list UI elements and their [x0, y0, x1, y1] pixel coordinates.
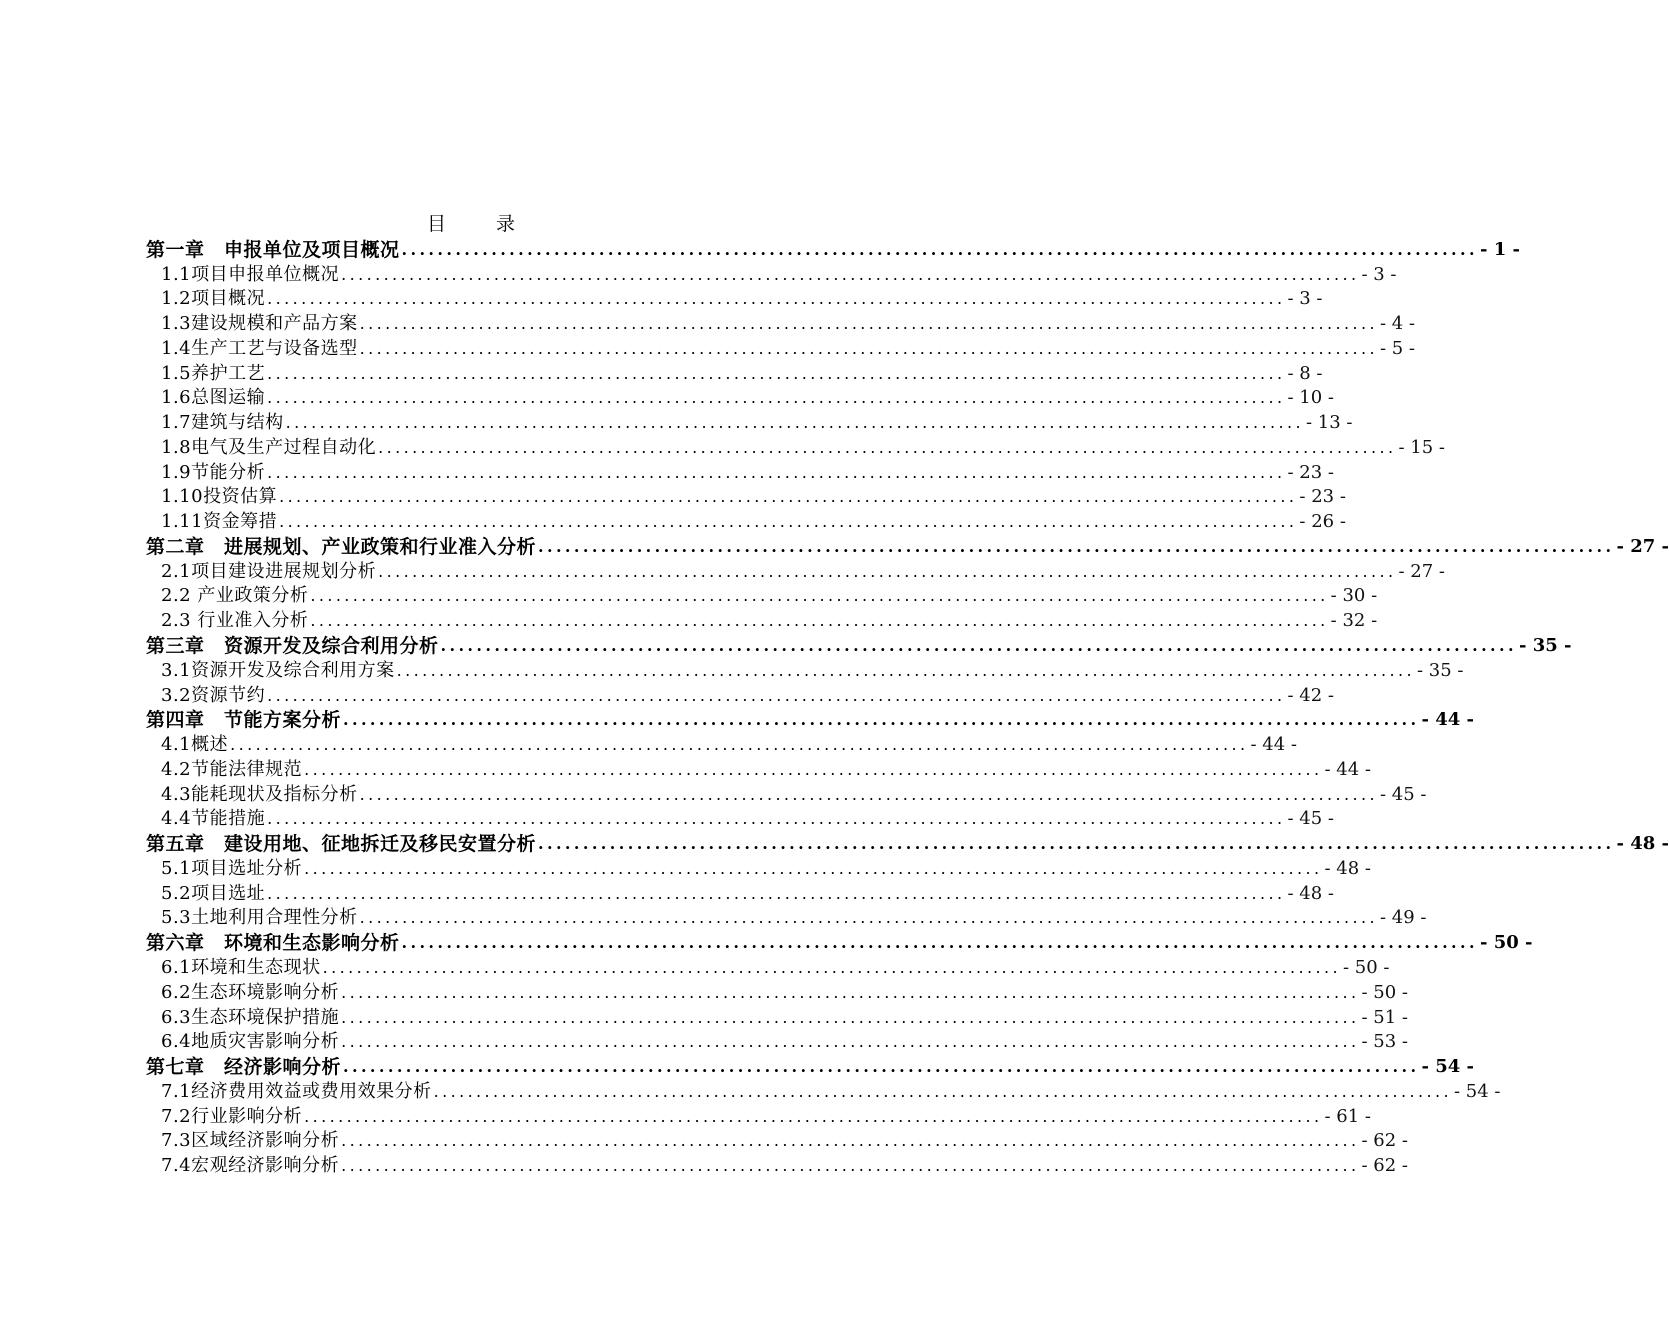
toc-chapter-entry[interactable]: [146, 1053, 1474, 1079]
toc-leader-dots: ........................................................................................................................: [538, 536, 1615, 556]
toc-page-number: - 1 -: [1479, 238, 1520, 260]
toc-entry-label: 第六章 环境和生态影响分析: [146, 932, 400, 955]
toc-section-entry[interactable]: [146, 855, 1371, 880]
toc-section-entry[interactable]: [146, 1103, 1371, 1128]
toc-leader-dots: ........................................................................................................................: [538, 834, 1615, 854]
toc-entry-label: 1.11资金筹措: [161, 511, 278, 533]
toc-section-entry[interactable]: [146, 806, 1334, 831]
toc-section-entry[interactable]: [146, 360, 1323, 385]
toc-leader-dots: ........................................................................................................................: [310, 611, 1329, 631]
toc-page-number: - 42 -: [1287, 684, 1334, 706]
toc-page-number: - 35 -: [1518, 635, 1572, 657]
toc-entry-label: 1.2项目概况: [161, 288, 266, 310]
toc-section-entry[interactable]: [146, 905, 1427, 930]
toc-entry-label: 1.1项目申报单位概况: [161, 263, 340, 285]
toc-page-number: - 51 -: [1361, 1006, 1408, 1028]
toc-entry-label: 6.2生态环境影响分析: [161, 981, 340, 1003]
toc-leader-dots: ........................................................................................................................: [401, 239, 1478, 259]
toc-leader-dots: ........................................................................................................................: [304, 759, 1323, 779]
toc-section-entry[interactable]: [146, 484, 1346, 509]
toc-leader-dots: ........................................................................................................................: [267, 809, 1286, 829]
toc-entry-label: 7.2行业影响分析: [161, 1105, 303, 1127]
toc-entry-label: 1.3建设规模和产品方案: [161, 313, 358, 335]
toc-section-entry[interactable]: [146, 335, 1416, 360]
toc-section-entry[interactable]: [146, 979, 1408, 1004]
toc-entry-label: 1.9节能分析: [161, 461, 266, 483]
toc-page-number: - 23 -: [1299, 486, 1346, 508]
toc-page-number: - 48 -: [1287, 882, 1334, 904]
toc-chapter-entry[interactable]: [146, 236, 1520, 261]
toc-leader-dots: ........................................................................................................................: [396, 660, 1415, 680]
toc-entry-label: 6.1环境和生态现状: [161, 956, 321, 978]
toc-page-number: - 45 -: [1287, 808, 1334, 830]
toc-entry-label: 第三章 资源开发及综合利用分析: [146, 635, 439, 658]
toc-section-entry[interactable]: [146, 880, 1334, 905]
toc-leader-dots: ........................................................................................................................: [267, 363, 1286, 383]
toc-leader-dots: ........................................................................................................................: [267, 388, 1286, 408]
toc-page-number: - 61 -: [1324, 1105, 1371, 1127]
toc-entry-label: 3.1资源开发及综合利用方案: [161, 659, 395, 681]
toc-entry-label: 7.3区域经济影响分析: [161, 1130, 340, 1152]
toc-page-number: - 23 -: [1287, 461, 1334, 483]
toc-entry-label: 6.3生态环境保护措施: [161, 1006, 340, 1028]
toc-chapter-entry[interactable]: [146, 632, 1572, 658]
toc-leader-dots: ........................................................................................................................: [341, 982, 1360, 1002]
toc-page-number: - 27 -: [1616, 535, 1669, 557]
toc-entry-label: 5.2项目选址: [161, 882, 266, 904]
toc-chapter-entry[interactable]: [146, 830, 1669, 856]
toc-chapter-entry[interactable]: [146, 707, 1474, 732]
toc-page-number: - 35 -: [1416, 659, 1464, 681]
toc-section-entry[interactable]: [146, 409, 1353, 434]
toc-entry-label: 第一章 申报单位及项目概况: [146, 238, 400, 261]
toc-section-entry[interactable]: [146, 310, 1416, 335]
toc-page-number: - 50 -: [1361, 981, 1408, 1003]
toc-leader-dots: ........................................................................................................................: [285, 413, 1304, 433]
toc-leader-dots: ........................................................................................................................: [433, 1081, 1452, 1101]
toc-section-entry[interactable]: [146, 1004, 1408, 1029]
toc-leader-dots: ........................................................................................................................: [341, 264, 1360, 284]
toc-leader-dots: ........................................................................................................................: [322, 957, 1341, 977]
toc-leader-dots: ........................................................................................................................: [267, 462, 1286, 482]
toc-page-number: - 32 -: [1330, 610, 1378, 632]
toc-leader-dots: ........................................................................................................................: [304, 858, 1323, 878]
toc-section-entry[interactable]: [146, 385, 1334, 410]
toc-leader-dots: ........................................................................................................................: [310, 586, 1329, 606]
toc-leader-dots: ........................................................................................................................: [341, 1007, 1360, 1027]
toc-page-number: - 54 -: [1453, 1080, 1501, 1102]
toc-entry-label: 4.2节能法律规范: [161, 758, 303, 780]
toc-leader-dots: ........................................................................................................................: [279, 487, 1298, 507]
toc-entry-label: 1.5养护工艺: [161, 362, 266, 384]
toc-entry-label: 7.1经济费用效益或费用效果分析: [161, 1080, 432, 1102]
toc-entry-label: 1.4生产工艺与设备选型: [161, 337, 358, 359]
toc-page-number: - 13 -: [1305, 412, 1353, 434]
toc-page-number: - 44 -: [1250, 734, 1297, 756]
toc-leader-dots: ........................................................................................................................: [343, 1057, 1420, 1077]
toc-section-entry[interactable]: [146, 781, 1427, 806]
toc-page-number: - 50 -: [1479, 932, 1533, 954]
toc-page-number: - 44 -: [1421, 709, 1474, 731]
toc-section-entry[interactable]: [146, 434, 1445, 459]
toc-page-number: - 49 -: [1379, 907, 1427, 929]
toc-entry-label: 第七章 经济影响分析: [146, 1056, 342, 1079]
toc-page-number: - 53 -: [1361, 1031, 1408, 1053]
toc-page-number: - 5 -: [1379, 337, 1416, 359]
toc-page-number: - 27 -: [1398, 560, 1445, 582]
toc-section-entry[interactable]: [146, 657, 1464, 682]
toc-entry-label: 6.4地质灾害影响分析: [161, 1031, 340, 1053]
toc-entry-label: 1.10投资估算: [161, 486, 278, 508]
toc-page-number: - 10 -: [1287, 387, 1334, 409]
toc-leader-dots: ........................................................................................................................: [359, 338, 1378, 358]
toc-page-number: - 62 -: [1361, 1130, 1408, 1152]
toc-leader-dots: ........................................................................................................................: [378, 561, 1397, 581]
toc-page-number: - 54 -: [1421, 1056, 1474, 1078]
toc-page-number: - 48 -: [1324, 857, 1371, 879]
toc-entry-label: 4.1概述: [161, 734, 229, 756]
toc-section-entry[interactable]: [146, 286, 1323, 311]
toc-chapter-entry[interactable]: [146, 929, 1533, 955]
toc-page-number: - 62 -: [1361, 1155, 1408, 1177]
toc-section-entry[interactable]: [146, 731, 1297, 756]
toc-entry-label: 2.3 行业准入分析: [161, 610, 309, 632]
toc-leader-dots: ........................................................................................................................: [341, 1131, 1360, 1151]
toc-entry-label: 4.4节能措施: [161, 808, 266, 830]
toc-page-number: - 15 -: [1398, 436, 1445, 458]
toc-page-number: - 4 -: [1379, 313, 1416, 335]
toc-leader-dots: ........................................................................................................................: [359, 908, 1378, 928]
toc-entry-label: 4.3能耗现状及指标分析: [161, 783, 358, 805]
toc-section-entry[interactable]: [146, 607, 1378, 632]
toc-section-entry[interactable]: [146, 261, 1397, 286]
toc-entry-label: 3.2资源节约: [161, 684, 266, 706]
toc-entry-label: 5.1项目选址分析: [161, 857, 303, 879]
toc-entry-label: 第四章 节能方案分析: [146, 709, 342, 732]
toc-section-entry[interactable]: [146, 558, 1445, 583]
toc-section-entry[interactable]: [146, 508, 1346, 533]
toc-chapter-entry[interactable]: [146, 533, 1669, 558]
toc-section-entry[interactable]: [146, 583, 1378, 608]
toc-title: 目 录: [426, 213, 538, 235]
toc-page-number: - 3 -: [1287, 288, 1323, 310]
table-of-contents: [146, 236, 1669, 1177]
toc-page-number: - 3 -: [1361, 263, 1397, 285]
toc-section-entry[interactable]: [146, 756, 1371, 781]
toc-page-number: - 45 -: [1379, 783, 1427, 805]
toc-leader-dots: ........................................................................................................................: [304, 1106, 1323, 1126]
toc-leader-dots: ........................................................................................................................: [279, 512, 1298, 532]
toc-entry-label: 1.6总图运输: [161, 387, 266, 409]
toc-leader-dots: ........................................................................................................................: [341, 1032, 1360, 1052]
toc-leader-dots: ........................................................................................................................: [267, 883, 1286, 903]
toc-page-number: - 30 -: [1330, 585, 1378, 607]
toc-entry-label: 第五章 建设用地、征地拆迁及移民安置分析: [146, 833, 537, 856]
toc-leader-dots: ........................................................................................................................: [440, 636, 1517, 656]
toc-leader-dots: ........................................................................................................................: [341, 1156, 1360, 1176]
toc-page-number: - 48 -: [1616, 833, 1669, 855]
toc-page-number: - 50 -: [1342, 956, 1390, 978]
toc-section-entry[interactable]: [146, 1128, 1408, 1153]
toc-section-entry[interactable]: [146, 1152, 1408, 1177]
toc-section-entry[interactable]: [146, 954, 1390, 979]
toc-entry-label: 7.4宏观经济影响分析: [161, 1155, 340, 1177]
toc-entry-label: 1.8电气及生产过程自动化: [161, 436, 377, 458]
toc-page-number: - 26 -: [1299, 511, 1346, 533]
toc-leader-dots: ........................................................................................................................: [401, 933, 1478, 953]
toc-page-number: - 8 -: [1287, 362, 1323, 384]
toc-entry-label: 1.7建筑与结构: [161, 412, 284, 434]
toc-entry-label: 2.2 产业政策分析: [161, 585, 309, 607]
toc-section-entry[interactable]: [146, 1029, 1408, 1054]
toc-section-entry[interactable]: [146, 1078, 1501, 1103]
toc-leader-dots: ........................................................................................................................: [267, 685, 1286, 705]
toc-leader-dots: ........................................................................................................................: [230, 735, 1249, 755]
toc-entry-label: 2.1项目建设进展规划分析: [161, 560, 377, 582]
toc-leader-dots: ........................................................................................................................: [343, 710, 1420, 730]
toc-leader-dots: ........................................................................................................................: [378, 437, 1397, 457]
toc-page-number: - 44 -: [1324, 758, 1371, 780]
toc-leader-dots: ........................................................................................................................: [267, 289, 1286, 309]
toc-leader-dots: ........................................................................................................................: [359, 314, 1378, 334]
toc-leader-dots: ........................................................................................................................: [359, 784, 1378, 804]
toc-section-entry[interactable]: [146, 682, 1334, 707]
toc-entry-label: 第二章 进展规划、产业政策和行业准入分析: [146, 535, 537, 558]
toc-section-entry[interactable]: [146, 459, 1334, 484]
toc-entry-label: 5.3土地利用合理性分析: [161, 907, 358, 929]
